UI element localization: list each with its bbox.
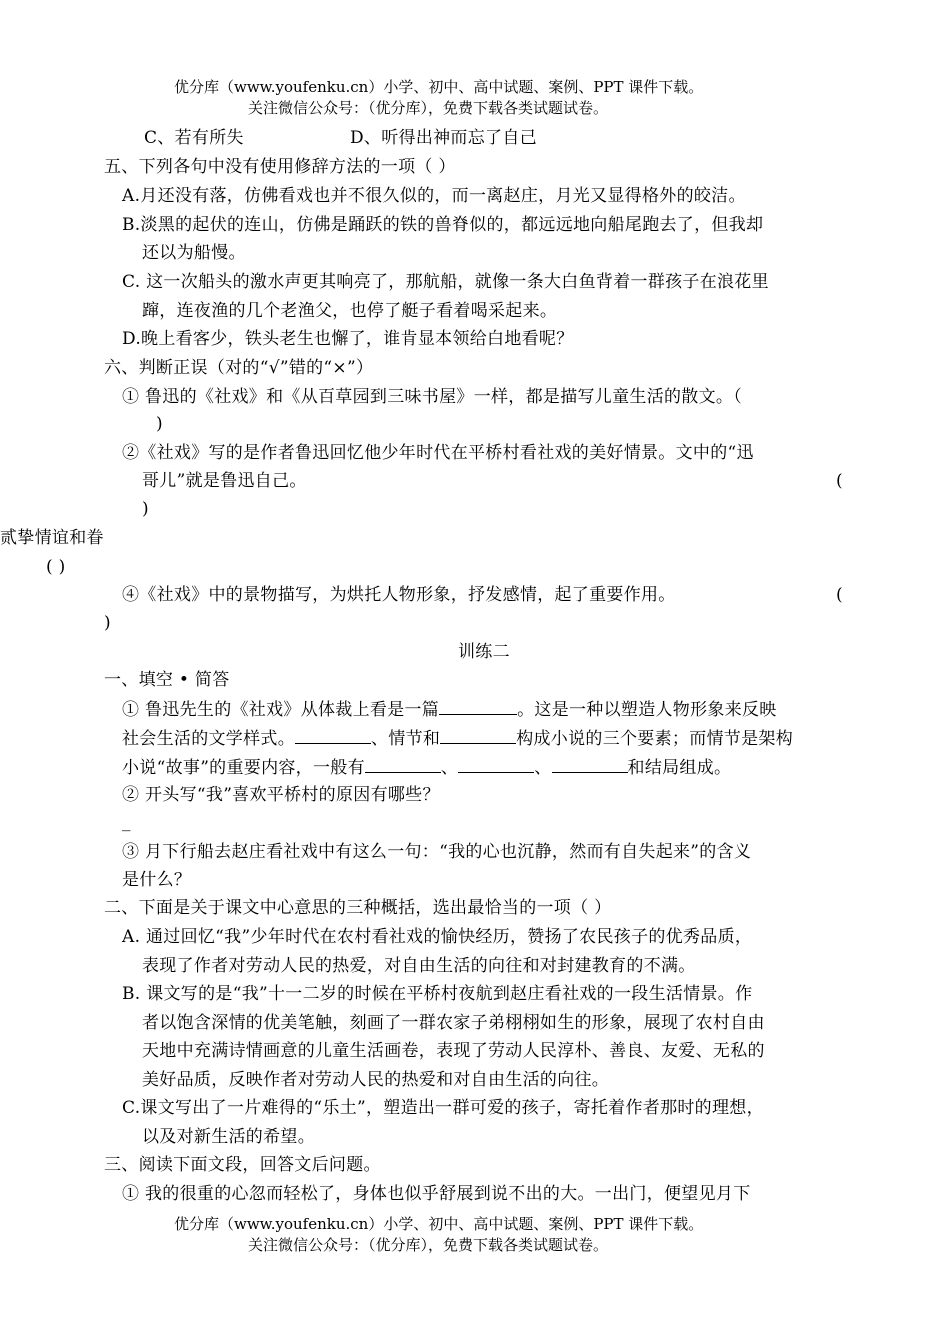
q6-item1-close-paren: ) xyxy=(156,414,163,434)
t2-s2-option-a-line1: A. 通过回忆“我”少年时代在农村看社戏的愉快经历，赞扬了农民孩子的优秀品质， xyxy=(122,927,753,947)
t2-s1-question2-blank[interactable]: _ xyxy=(122,812,131,832)
t2-s1-line2-text-b: 、情节和 xyxy=(371,729,441,749)
q6-item3-fragment: 贰挚情谊和眷 xyxy=(0,528,104,548)
option-d: D、听得出神而忘了自己 xyxy=(350,128,537,148)
q6-item4-open-paren: ( xyxy=(836,585,843,605)
t2-s2-option-b-line1: B. 课文写的是“我”十一二岁的时候在平桥村夜航到赵庄看社戏的一段生活情景。作 xyxy=(122,984,753,1004)
blank-plot-2[interactable] xyxy=(458,757,534,773)
t2-s1-question2: ② 开头写“我”喜欢平桥村的原因有哪些？ xyxy=(122,785,440,805)
t2-s1-line2 xyxy=(122,728,793,749)
t2-s1-line3-sep-1: 、 xyxy=(440,758,459,778)
q6-item3-paren: ( ) xyxy=(46,557,66,577)
t2-s1-line1-text-b: 。这是一种以塑造人物形象来反映 xyxy=(517,700,777,720)
blank-element-1[interactable] xyxy=(295,728,371,744)
header-line-2: 关注微信公众号：（优分库），免费下载各类试题试卷。 xyxy=(248,99,609,117)
t2-s1-line3-sep-2: 、 xyxy=(534,758,552,778)
t2-s2-option-b-line4: 美好品质，反映作者对劳动人民的热爱和对自由生活的向往。 xyxy=(142,1070,610,1090)
t2-s3-title: 三、阅读下面文段，回答文后问题。 xyxy=(104,1155,381,1175)
q5-option-a: A.月还没有落，仿佛看戏也并不很久似的，而一离赵庄，月光又显得格外的皎洁。 xyxy=(122,186,746,206)
q6-item2-close-paren: ) xyxy=(142,499,149,519)
q5-option-b-line1: B.淡黑的起伏的连山，仿佛是踊跃的铁的兽脊似的，都远远地向船尾跑去了，但我却 xyxy=(122,215,764,235)
t2-s1-title: 一、填空 • 简答 xyxy=(104,670,230,690)
t2-s1-line3-text-d: 和结局组成。 xyxy=(627,758,732,778)
q5-option-d: D.晚上看客少，铁头老生也懈了，谁肯显本领给白地看呢？ xyxy=(122,329,574,349)
t2-s1-question3-line1: ③ 月下行船去赵庄看社戏中有这么一句：“我的心也沉静，然而有自失起来”的含义 xyxy=(122,842,752,862)
q6-item4-close-paren: ) xyxy=(104,613,111,633)
q5-option-c-line2: 蹿，连夜渔的几个老渔父，也停了艇子看着喝采起来。 xyxy=(142,301,558,321)
t2-s2-option-a-line2: 表现了作者对劳动人民的热爱，对自由生活的向往和对封建教育的不满。 xyxy=(142,956,696,976)
t2-s2-option-c-line2: 以及对新生活的希望。 xyxy=(142,1127,315,1147)
q6-item2-open-paren: ( xyxy=(836,471,843,491)
q5-title: 五、下列各句中没有使用修辞方法的一项（ ） xyxy=(104,157,456,177)
q5-option-c-line1: C. 这一次船头的激水声更其响亮了，那航船，就像一条大白鱼背着一群孩子在浪花里 xyxy=(122,272,769,292)
q6-title: 六、判断正误（对的“√”错的“×”） xyxy=(104,358,374,378)
option-c: C、若有所失 xyxy=(144,128,244,148)
t2-s2-option-b-line2: 者以饱含深情的优美笔触，刻画了一群农家子弟栩栩如生的形象，展现了农村自由 xyxy=(142,1013,765,1033)
t2-s2-option-b-line3: 天地中充满诗情画意的儿童生活画卷，表现了劳动人民淳朴、善良、友爱、无私的 xyxy=(142,1041,765,1061)
t2-s1-line3-text-a: 小说“故事”的重要内容，一般有 xyxy=(122,758,365,778)
t2-s3-paragraph1: ① 我的很重的心忽而轻松了，身体也似乎舒展到说不出的大。一出门，便望见月下 xyxy=(122,1184,751,1204)
t2-s1-line2-text-a: 社会生活的文学样式。 xyxy=(122,729,295,749)
footer-line-2: 关注微信公众号：（优分库），免费下载各类试题试卷。 xyxy=(248,1236,609,1254)
t2-s1-line1 xyxy=(122,699,777,720)
q6-item1: ① 鲁迅的《社戏》和《从百草园到三味书屋》一样，都是描写儿童生活的散文。（ xyxy=(122,387,743,407)
q5-option-b-line2: 还以为船慢。 xyxy=(142,243,246,263)
header-line-1: 优分库（www.youfenku.cn）小学、初中、高中试题、案例、PPT 课件下载。 xyxy=(174,78,704,96)
blank-element-3[interactable] xyxy=(440,728,516,744)
section-title-training2: 训练二 xyxy=(458,642,510,662)
q6-item4: ④《社戏》中的景物描写，为烘托人物形象，抒发感情，起了重要作用。 xyxy=(122,585,676,605)
blank-plot-3[interactable] xyxy=(552,757,628,773)
q6-item2-line1: ②《社戏》写的是作者鲁迅回忆他少年时代在平桥村看社戏的美好情景。文中的“迅 xyxy=(122,443,754,463)
q6-item2-line2: 哥儿”就是鲁迅自己。 xyxy=(142,471,307,491)
t2-s1-line1-text-a: ① 鲁迅先生的《社戏》从体裁上看是一篇 xyxy=(122,700,440,720)
blank-genre[interactable] xyxy=(439,699,517,715)
t2-s1-line3 xyxy=(122,757,731,778)
t2-s1-line2-text-c: 构成小说的三个要素；而情节是架构 xyxy=(516,729,794,749)
t2-s2-option-c-line1: C.课文写出了一片难得的“乐土”，塑造出一群可爱的孩子，寄托着作者那时的理想， xyxy=(122,1098,764,1118)
footer-line-1: 优分库（www.youfenku.cn）小学、初中、高中试题、案例、PPT 课件下载。 xyxy=(174,1215,704,1233)
t2-s2-title: 二、下面是关于课文中心意思的三种概括，选出最恰当的一项（ ） xyxy=(104,898,612,918)
t2-s1-question3-line2: 是什么？ xyxy=(122,870,192,890)
blank-plot-1[interactable] xyxy=(365,757,441,773)
